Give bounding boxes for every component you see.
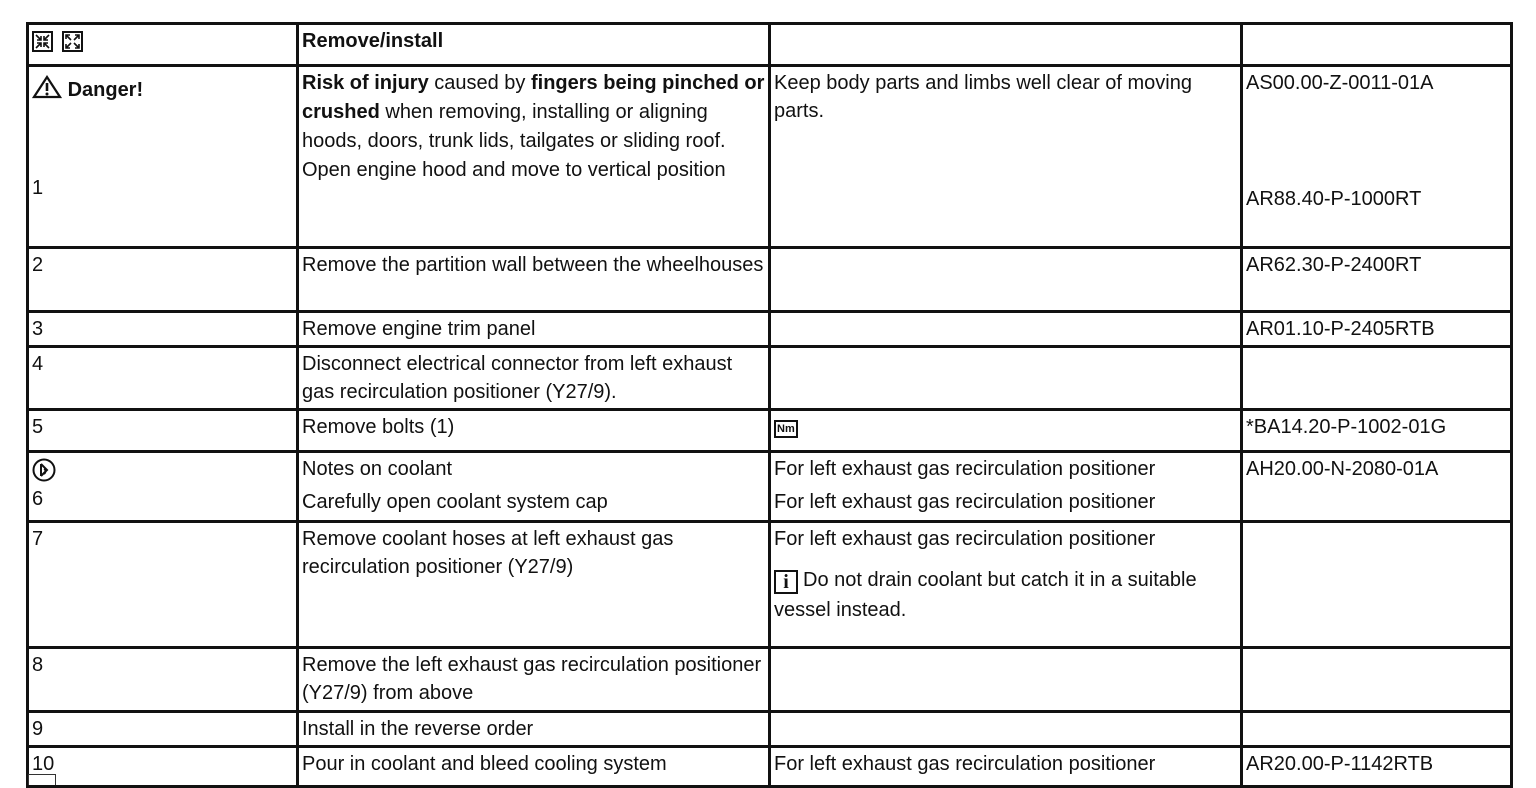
note-text: For left exhaust gas recirculation positioner: [774, 528, 1156, 550]
reference-link[interactable]: [1242, 648, 1512, 712]
torque-nm-icon[interactable]: Nm: [774, 420, 798, 438]
table-row: [28, 712, 1512, 747]
step-number: 7: [28, 522, 298, 648]
header-icons-cell: [28, 24, 298, 66]
step-cell: [28, 66, 298, 248]
description-cell: [298, 452, 770, 522]
table-row: [28, 248, 1512, 312]
table-row: [28, 452, 1512, 522]
table-row: [28, 522, 1512, 648]
step-description: Remove the left exhaust gas recirculation positioner (Y27/9) from above: [298, 648, 770, 712]
table-row: [28, 347, 1512, 410]
danger-text-part: caused by: [428, 72, 531, 94]
reference-link[interactable]: *BA14.20-P-1002-01G: [1242, 410, 1512, 452]
header-title: Remove/install: [298, 24, 770, 66]
step-description: Install in the reverse order: [298, 712, 770, 747]
page-mark-icon: [28, 774, 56, 785]
coolant-icon[interactable]: [32, 455, 293, 485]
danger-cause-bold: fingers being pinched or crushed: [302, 72, 765, 123]
description-cell: [298, 66, 770, 248]
table-row: [28, 410, 1512, 452]
step-description: Pour in coolant and bleed cooling system: [298, 747, 770, 787]
info-text: Do not drain coolant but catch it in a suitable vessel instead.: [774, 569, 1197, 621]
step-number: 4: [28, 347, 298, 410]
reference-link[interactable]: [1242, 522, 1512, 648]
note-cell: [770, 347, 1242, 410]
step-number: 9: [28, 712, 298, 747]
note-cell: [770, 312, 1242, 347]
note-cell: [770, 452, 1242, 522]
step-cell: [28, 452, 298, 522]
install-icon: [62, 31, 83, 52]
step-number: 2: [28, 248, 298, 312]
reference-cell: [1242, 66, 1512, 248]
note-cell: Keep body parts and limbs well clear of moving parts.: [770, 66, 1242, 248]
step-number: 6: [32, 488, 44, 510]
reference-link[interactable]: AS00.00-Z-0011-01A: [1246, 72, 1434, 94]
note-cell: [770, 712, 1242, 747]
danger-label: [32, 75, 293, 104]
warning-triangle-icon: [32, 75, 62, 99]
reference-link[interactable]: AH20.00-N-2080-01A: [1242, 452, 1512, 522]
reference-link[interactable]: AR20.00-P-1142RTB: [1242, 747, 1512, 787]
reference-link[interactable]: AR01.10-P-2405RTB: [1242, 312, 1512, 347]
step-description: Carefully open coolant system cap: [302, 491, 608, 513]
step-number: 3: [28, 312, 298, 347]
step-description: Remove coolant hoses at left exhaust gas recirculation positioner (Y27/9): [298, 522, 770, 648]
table-row: [28, 648, 1512, 712]
note-cell: [770, 522, 1242, 648]
procedure-table: [26, 22, 1513, 788]
step-description[interactable]: Notes on coolant: [302, 458, 453, 480]
note-text: For left exhaust gas recirculation positioner: [774, 458, 1156, 480]
step-number: 1: [32, 177, 44, 199]
reference-link[interactable]: [1242, 712, 1512, 747]
header-empty-cell: [770, 24, 1242, 66]
danger-description: [302, 69, 765, 156]
note-cell: [770, 248, 1242, 312]
header-empty-cell: [1242, 24, 1512, 66]
note-cell: [770, 410, 1242, 452]
step-number: 5: [28, 410, 298, 452]
table-row: [28, 312, 1512, 347]
step-number: 8: [28, 648, 298, 712]
info-note: [774, 565, 1237, 625]
step-description: Remove bolts (1): [298, 410, 770, 452]
step-description: Open engine hood and move to vertical position: [302, 159, 726, 181]
danger-text-part: when removing, installing or aligning hoods, doors, trunk lids, tailgates or sliding roof.: [302, 101, 726, 152]
remove-icon: [32, 31, 53, 52]
reference-link[interactable]: AR62.30-P-2400RT: [1242, 248, 1512, 312]
step-description: Remove engine trim panel: [298, 312, 770, 347]
reference-link[interactable]: AR88.40-P-1000RT: [1246, 188, 1422, 210]
note-text: For left exhaust gas recirculation positioner: [774, 491, 1156, 513]
header-row: [28, 24, 1512, 66]
danger-risk-bold: Risk of injury: [302, 72, 429, 94]
note-cell: For left exhaust gas recirculation positioner: [770, 747, 1242, 787]
step-description: Disconnect electrical connector from left exhaust gas recirculation positioner (Y27/9).: [298, 347, 770, 410]
note-cell: [770, 648, 1242, 712]
danger-text: Danger!: [67, 79, 144, 101]
step-number: 10: [28, 747, 298, 787]
reference-link[interactable]: [1242, 347, 1512, 410]
info-icon: i: [774, 570, 798, 594]
step-description: Remove the partition wall between the wheelhouses: [298, 248, 770, 312]
table-row: [28, 747, 1512, 787]
table-row: [28, 66, 1512, 248]
